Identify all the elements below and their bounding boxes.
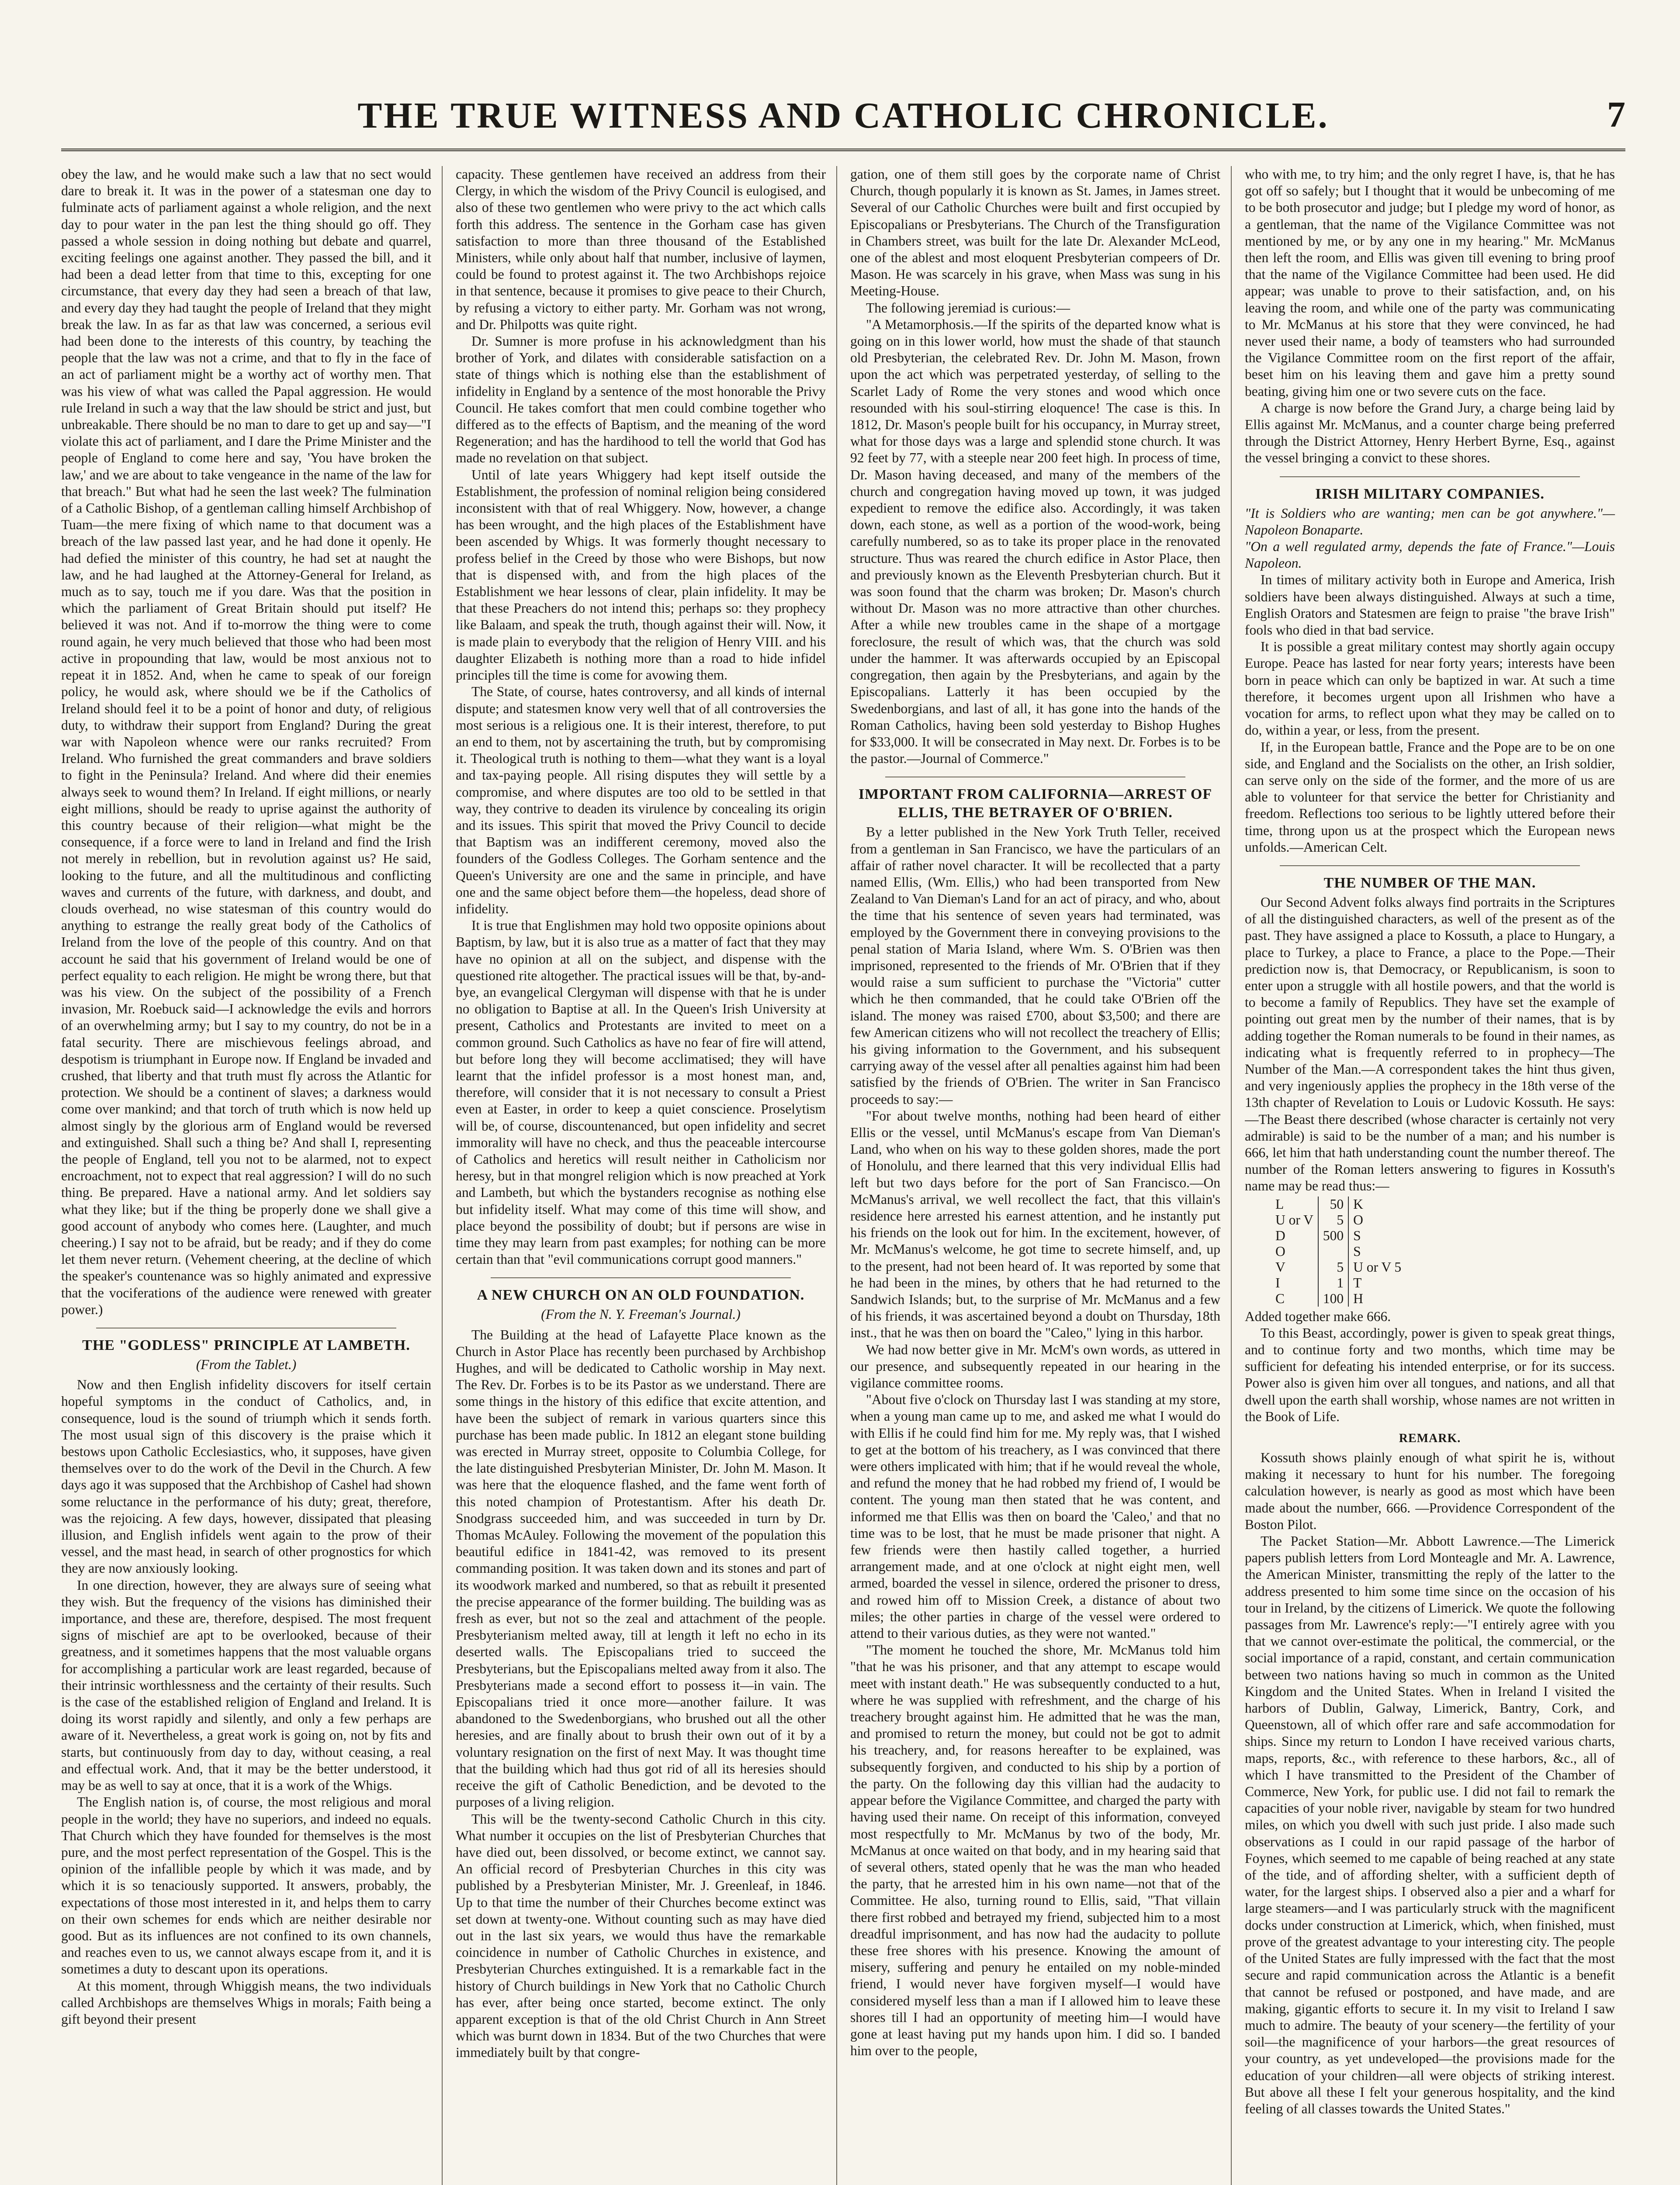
roman-row xyxy=(1271,1197,1406,1212)
column-4 xyxy=(1245,166,1625,2185)
roman-row xyxy=(1271,1228,1406,1244)
article-heading: IRISH MILITARY COMPANIES. xyxy=(1315,486,1545,502)
roman-cell xyxy=(1318,1244,1348,1259)
article-paragraph: "For about twelve months, nothing had been heard of either Ellis or the vessel, until McManus's escape from Van Dieman's Land, who when on his way to these golden shores, made the port of Honolulu, and there learned that this very individual Ellis had left but two days before for the port of San Francisco.—On McManus's arrival, we well recollect the fact, that this villain's residence here arrested his earnest attention, and he instantly put his friends on the look out for him. In the excitement, however, of Mr. McManus's welcome, he got time to secrete himself, and, up to the present, had not been heard of. It was reported by some that he had been in the mines, by others that he had returned to the Sandwich Islands; but, to the surprise of Mr. McManus and a few of his friends, it was ascertained beyond a doubt on Thursday, 18th inst., that he was then on board the "Caleo," lying in this harbor. xyxy=(850,1108,1220,1341)
article-paragraph: We had now better give in Mr. McM's own words, as uttered in our presence, and subsequently repeated in our hearing in the vigilance committee rooms. xyxy=(850,1342,1220,1391)
roman-cell: 5 xyxy=(1318,1212,1348,1228)
roman-cell: 5 xyxy=(1318,1259,1348,1275)
article-paragraph: "A Metamorphosis.—If the spirits of the departed know what is going on in this lower world, how must the shade of that staunch old Presbyterian, the celebrated Rev. Dr. John M. Mason, frown upon the act which was perpetrated yesterday, of selling to the Scarlet Lady of Rome the very stones and wood which once resounded with his soul-stirring eloquence! The case is this. In 1812, Dr. Mason's people built for his occupancy, in Murray street, what for those days was a large and splendid stone church. It was 92 feet by 77, with a steeple near 200 feet high. In process of time, Dr. Mason having deceased, and many of the members of the church and congregation having moved up town, it was judged expedient to remove the edifice also. Accordingly, it was taken down, each stone, as well as a portion of the wood-work, being carefully numbered, so as to take its proper place in the renovated structure. Thus was reared the church edifice in Astor Place, then and previously known as the Eleventh Presbyterian church. But it was soon found that the charm was broken; Dr. Mason's church without Dr. Mason was no more attractive than other churches. After a while new troubles came in the shape of a mortgage foreclosure, the result of which was, that the church was sold under the hammer. It was afterwards occupied by an Episcopal congregation, then again by the Presbyterians, and again by the Episcopalians. Latterly it has been occupied by the Swedenborgians, and last of all, it has gone into the hands of the Roman Catholics, having been sold yesterday to Bishop Hughes for $33,000. It will be consecrated in May next. Dr. Forbes is to be the pastor.—Journal of Commerce." xyxy=(850,316,1220,766)
roman-cell: S xyxy=(1353,1228,1361,1243)
article-paragraph: By a letter published in the New York Truth Teller, received from a gentleman in San Francisco, we have the particulars of an affair of rather novel character. It will be recollected that a party named Ellis, (Wm. Ellis,) who had been transported from New Zealand to Van Dieman's Land for an act of piracy, and who, about the time that his sentence of seven years had terminated, was employed by the Government there in conveying provisions to the penal station of Maria Island, where Wm. S. O'Brien was then imprisoned, represented to the friends of Mr. O'Brien that if they would raise a sum sufficient to purchase the "Victoria" cutter which he then commanded, that he could take O'Brien off the island. The money was raised £700, about $3,500; and there are few American citizens who will not recollect the treachery of Ellis; his giving information to the Government, and his subsequent carrying away of the vessel after all penalties against him had been satisfied by the friends of O'Brien. The writer in San Francisco proceeds to say:— xyxy=(850,824,1220,1107)
roman-row xyxy=(1271,1212,1406,1228)
remark-heading: REMARK. xyxy=(1399,1432,1461,1445)
column-2 xyxy=(456,166,837,2185)
divider xyxy=(1280,865,1580,866)
column-3 xyxy=(850,166,1232,2185)
article-paragraph: "About five o'clock on Thursday last I was standing at my store, when a young man came up to me, and asked me what I would do with Ellis if he could find him for me. My reply was, that I wished to get at the bottom of his treachery, as I was convinced that there were others implicated with him; that if he would reveal the whole, and refund the money that he had robbed my friend of, I would be content. The young man then stated that he was content, and informed me that Ellis was then on board the 'Caleo,' and that no time was to be lost, that he must be made prisoner that night. A few friends were then hastily called together, a hurried arrangement made, and at one o'clock at night eight men, well armed, boarded the vessel in silence, ordered the prisoner to dress, and rowed him off to Mission Creek, a distance of about two miles; the other parties in charge of the vessel were ordered to attend to their various duties, as they were not wanted." xyxy=(850,1392,1220,1641)
divider xyxy=(1280,476,1580,477)
article-heading: THE NUMBER OF THE MAN. xyxy=(1323,874,1536,891)
roman-cell: T xyxy=(1353,1275,1362,1290)
roman-cell: 500 xyxy=(1318,1228,1348,1244)
article-paragraph: who with me, to try him; and the only regret I have, is, that he has got off so safely; but I thought that it would be unbecoming of me to be both prosecutor and judge; but I pledge my word of honor, as a gentleman, that the name of the Vigilance Committee was not mentioned by me, or by any one in my hearing." Mr. McManus then left the room, and Ellis was given till evening to bring proof that the name of the Vigilance Committee had been used. He did appear; was unable to prove to their satisfaction, and, on his leaving the room, and while one of the party was communicating to Mr. McManus at his store that they were convinced, he had never used their name, a body of teamsters who had surrounded the Vigilance Committee room on the first report of the affair, beset him on his leaving them and gave him a pretty sound beating, giving him one or two severe cuts on the face. xyxy=(1245,166,1615,399)
article-paragraph: Until of late years Whiggery had kept itself outside the Establishment, the profession of nominal religion being considered inconsistent with that of real Whiggery. Now, however, a change has been wrought, and the high places of the Establishment have been ascended by Whigs. It was formerly thought necessary to profess belief in the Creed by those who were Bishops, but now that is dispensed with, and from the high places of the Establishment we hear lessons of clear, plain infidelity. It may be that these Preachers do not intend this; perhaps so: they prophecy like Balaam, and speak the truth, though against their will. Now, it is made plain to everybody that the religion of Henry VIII. and his daughter Elizabeth is nothing more than a road to hide infidel principles till the time is come for avowing them. xyxy=(456,467,826,683)
epigraph: "It is Soldiers who are wanting; men can be got anywhere."—Napoleon Bonaparte. xyxy=(1245,505,1615,538)
article-paragraph: The following jeremiad is curious:— xyxy=(866,300,1070,316)
article-paragraph: obey the law, and he would make such a law that no sect would dare to break it. It was in the power of a statesman one day to fulminate acts of parliament against a whole religion, and the next day to pour water in the pan lest the thing should go off. They passed a whole session in doing nothing but debate and quarrel, exciting feelings one against another. They passed the bill, and it had been a dead letter from that time to this, excepting for one circumstance, that every day they had seen a breach of that law, and every day they had taught the people of Ireland that they might break the law. In as far as that law was concerned, a serious evil had been done to the interests of this country, by teaching the people that the law was not a crime, and that to fly in the face of an act of parliament might be a worthy act of worthy men. That was his view of what was called the Papal aggression. He would rule Ireland in such a way that the law should be strict and just, but unbreakable. There should be no man to dare to get up and say—"I violate this act of parliament, and I dare the Prime Minister and the people of England to come here and say, 'You have broken the law,' and we are about to take vengeance in the name of the law for that breach." But what had he seen the last week? The fulmination of a Catholic Bishop, of a gentleman calling himself Archbishop of Tuam—the mere fixing of which name to that document was a breach of the law passed last year, and he had done it openly. He had defied the minister of this country, he had set at naught the law, and he had laughed at the Attorney-General for Ireland, as much as to say, touch me if you dare. Was that the position in which the parliament of Great Britain should put itself? He believed it was not. And if to-morrow the thing were to come round again, he very much believed that those who had been most active in propounding that law, would be most anxious not to repeat it in 1852. And, when he came to speak of our foreign policy, he would ask, where should we be if the Catholics of Ireland should feel it to be a point of honor and duty, of religious duty, to withdraw their support from England? During the great war with Napoleon whence were our ranks recruited? From Ireland. Who furnished the great commanders and brave soldiers to fight in the Peninsula? Ireland. And where did their enemies always seek to wound them? In Ireland. If eight millions, or nearly eight millions, should be ready to uprise against the authority of this country because of their religion—what might be the consequence, if a force were to land in Ireland and find the Irish not merely in rebellion, but in revolution against us? He said, looking to the future, and all the multitudinous and conflicting waves and currents of the future, with darkness, and doubt, and clouds overhead, no wise statesman of this country would do anything to estrange the really great body of the Catholics of Ireland from the love of the people of this country. And on that account he said that his government of Ireland would be one of perfect equality to each religion. He might be wrong there, but that was his view. On the subject of the possibility of a French invasion, Mr. Roebuck said—I acknowledge the evils and horrors of an overwhelming army; but I say to my country, do not be in a fatal security. There are mischievous feelings abroad, and despotism is triumphant in Europe now. If England be invaded and crushed, that liberty and that truth must fly across the Atlantic for protection. We should be a continent of slaves; a darkness would come over mankind; and that torch of truth which is now held up almost singly by the glorious arm of England would be reversed and extinguished. Shall such a thing be? And shall I, representing the people of England, tell you not to be alarmed, not to expect encroachment, not to expect that real aggression? I will do no such thing. Be prepared. Have a national army. And let soldiers say what they like; but if the thing be properly done we shall give a good account of anybody who comes here. (Laughter, and much cheering.) I say not to be afraid, but be ready; and if they do come let them never return. (Vehement cheering, at the decline of which the speaker's countenance was so highly animated and expressive that the vociferations of the audience were renewed with greater power.) xyxy=(61,166,431,1317)
roman-numeral-table xyxy=(1271,1197,1406,1307)
roman-cell: H xyxy=(1353,1290,1363,1306)
page-number: 7 xyxy=(1607,94,1625,135)
column-1 xyxy=(61,166,443,2185)
article-source: (From the N. Y. Freeman's Journal.) xyxy=(541,1307,741,1322)
roman-cell: I xyxy=(1275,1275,1280,1290)
roman-cell: U or V 5 xyxy=(1353,1259,1402,1275)
article-source: (From the Tablet.) xyxy=(196,1357,297,1373)
epigraph: "On a well regulated army, depends the fate of France."—Louis Napoleon. xyxy=(1245,539,1615,571)
article-paragraph: The Packet Station—Mr. Abbott Lawrence.—The Limerick papers publish letters from Lord Monteagle and Mr. A. Lawrence, the American Minister, transmitting the reply of the latter to the address presented to him some time since on the occasion of his tour in Ireland, by the citizens of Limerick. We quote the following passages from Mr. Lawrence's reply:—"I entirely agree with you that we cannot over-estimate the political, the commercial, or the social importance of a rapid, constant, and certain communication between two nations having so much in common as the United Kingdom and the United States. When in Ireland I visited the harbors of Dublin, Galway, Limerick, Bantry, Cork, and Queenstown, all of which offer rare and safe accommodation for ships. Since my return to London I have received various charts, maps, reports, &c., with reference to these harbors, &c., all of which I have transmitted to the President of the Chamber of Commerce, New York, for public use. I did not fail to remark the capacities of your noble river, navigable by steam for two hundred miles, on which you dwell with such just pride. I also made such observations as I could in our rapid passage of the harbor of Foynes, which seemed to me capable of being reached at any state of the tide, and of affording shelter, with a sufficient depth of water, for the largest ships. I observed also a pier and a wharf for large steamers—and I was particularly struck with the magnificent docks under construction at Limerick, which, when finished, must prove of the greatest advantage to your interesting city. The people of the United States are fully impressed with the fact that the most secure and rapid communication across the Atlantic is a benefit that cannot be refused or postponed, and have made, and are making, gigantic efforts to secure it. In my visit to Ireland I saw much to admire. The beauty of your scenery—the fertility of your soil—the magnificence of your harbors—the great resources of your country, as yet undeveloped—the provisions made for the education of your children—all were objects of striking interest. But above all these I felt your generous hospitality, and the kind feeling of all classes towards the United States." xyxy=(1245,1533,1615,2116)
roman-cell: D xyxy=(1275,1228,1285,1243)
page-title: THE TRUE WITNESS AND CATHOLIC CHRONICLE. xyxy=(357,95,1329,136)
article-paragraph: The State, of course, hates controversy, and all kinds of internal dispute; and statesmen know very well that of all controversies the most serious is a religious one. It is their interest, therefore, to put an end to them, not by ascertaining the truth, but by compromising it. Theological truth is nothing to them—what they want is a loyal and tax-paying people. All rising disputes they will settle by a compromise, and where disputes are too old to be settled in that way, they contrive to deaden its virulence by concealing its origin and its issues. This spirit that moved the Privy Council to decide that Baptism was an indifferent ceremony, moved also the founders of the Godless Colleges. The Gorham sentence and the Queen's University are one and the same in principle, and have one and the same object before them—the hopeless, dead shore of infidelity. xyxy=(456,684,826,916)
article-paragraph: gation, one of them still goes by the corporate name of Christ Church, though popularly it is known as St. James, in James street. Several of our Catholic Churches were built and first occupied by Episcopalians or Presbyterians. The Church of the Transfiguration in Chambers street, was built for the late Dr. Alexander McLeod, one of the ablest and most eloquent Presbyterian compeers of Dr. Mason. He was scarcely in his grave, when Mass was sung in his Meeting-House. xyxy=(850,166,1220,299)
article-paragraph: If, in the European battle, France and the Pope are to be on one side, and England and the Socialists on the other, an Irish soldier, can serve only on the side of the former, and the more of us are able to volunteer for that service the better for Christianity and freedom. Reflections too serious to be lightly uttered before their time, throng upon us at the prospect which the European news unfolds.—American Celt. xyxy=(1245,739,1615,855)
article-paragraph: Added together make 666. xyxy=(1245,1308,1391,1324)
masthead xyxy=(61,92,1625,151)
article-paragraph: Dr. Sumner is more profuse in his acknowledgment than his brother of York, and dilates with considerable satisfaction on a state of things which is nothing else than the establishment of infidelity in England by a sentence of the most honorable the Privy Council. He takes comfort that men could combine together who differed as to the effects of Baptism, and the meaning of the word Regeneration; and has the hardihood to tell the world that God has made no revelation on that subject. xyxy=(456,333,826,466)
article-heading: A NEW CHURCH ON AN OLD FOUNDATION. xyxy=(477,1287,805,1304)
article-heading: IMPORTANT FROM CALIFORNIA—ARREST OF ELLIS, THE BETRAYER OF O'BRIEN. xyxy=(858,786,1212,821)
article-paragraph: Our Second Advent folks always find portraits in the Scriptures of all the distinguished characters, as well of the present as of the past. They have assigned a place to Kossuth, a place to Hungary, a place to Turkey, a place to France, a place to the Pope.—Their prediction now is, that Democracy, or Republicanism, is soon to enter upon a struggle with all hostile powers, and that the world is to become a family of Republics. They have set the example of pointing out great men by the number of their names, that is by adding together the Roman numerals to be found in their names, as indicating what is frequently referred to in prophecy—The Number of the Man.—A correspondent takes the hint thus given, and very ingeniously applies the prophecy in the 18th verse of the 13th chapter of Revelation to Louis or Ludovic Kossuth. He says:—The Beast there described (whose character is certainly not very admirable) is said to be the number of a man; and his number is 666, let him that hath understanding count the number thereof. The number of the Roman letters answering to figures in Kossuth's name may be read thus:— xyxy=(1245,894,1615,1194)
article-paragraph: capacity. These gentlemen have received an address from their Clergy, in which the wisdom of the Privy Council is eulogised, and also of these two gentlemen who were privy to the act which calls forth this address. The sentence in the Gorham case has given satisfaction to more than three thousand of the Established Ministers, while only about half that number, inclusive of laymen, could be found to protest against it. The two Archbishops rejoice in that sentence, because it promises to give peace to their Church, by refusing a victory to either party. Mr. Gorham was not wrong, and Dr. Philpotts was quite right. xyxy=(456,166,826,332)
article-paragraph: In one direction, however, they are always sure of seeing what they wish. But the frequency of the visions has diminished their importance, and these are, therefore, despised. The most frequent signs of mischief are apt to be overlooked, because of their greatness, and it sometimes happens that the most valuable organs for accomplishing a particular work are least regarded, because of their intrinsic worthlessness and the certainty of their results. Such is the case of the established religion of England and Ireland. It is doing its worst rapidly and silently, and only a few perhaps are aware of it. Nevertheless, a great work is going on, not by fits and starts, but continuously from day to day, without ceasing, a real and effectual work. And, that it may be the better understood, it may be as well to say at once, that it is a work of the Whigs. xyxy=(61,1577,431,1793)
roman-cell: O xyxy=(1353,1212,1363,1228)
article-paragraph: To this Beast, accordingly, power is given to speak great things, and to continue forty and two months, which time may be sufficient for defeating his intended enterprise, or for its success. Power also is given him over all tongues, and nations, and all that dwell upon the earth shall worship, whose names are not written in the Book of Life. xyxy=(1245,1325,1615,1424)
roman-cell: L xyxy=(1275,1196,1284,1212)
article-paragraph: A charge is now before the Grand Jury, a charge being laid by Ellis against Mr. McManus, and a counter charge being preferred through the District Attorney, Henry Herbert Byrne, Esq., against the vessel bringing a convict to these shores. xyxy=(1245,400,1615,466)
article-paragraph: "The moment he touched the shore, Mr. McManus told him "that he was his prisoner, and that any attempt to escape would meet with instant death." He was subsequently conducted to a hut, where he was supplied with refreshment, and the charge of his treachery brought against him. He admitted that he was the man, and promised to return the money, but could not be got to admit his treachery, and, for reasons hereafter to be explained, was subsequently forgiven, and conducted to his ship by a portion of the party. On the following day this villian had the audacity to appear before the Vigilance Committee, and charged the party with having used their name. On receipt of this information, conveyed most respectfully to Mr. McManus by two of the body, Mr. McManus at once waited on that body, and in my hearing said that of several others, stated openly that he was the man who headed the party, that he arrested him in his own name—not that of the Committee. He also, turning round to Ellis, said, "That villain there first robbed and betrayed my friend, subjected him to a most dreadful imprisonment, and has now had the audacity to pollute these free shores with his presence. Knowing the amount of misery, suffering and penury he entailed on my noble-minded friend, I would never have forgiven myself—I would have considered myself less than a man if I allowed him to leave these shores till I had an opportunity of meeting him—I would have gone at least having put my hands upon him. I did so. I banded him over to the people, xyxy=(850,1642,1220,2059)
roman-cell: K xyxy=(1353,1196,1363,1212)
roman-cell: S xyxy=(1353,1243,1361,1259)
article-paragraph: In times of military activity both in Europe and America, Irish soldiers have been always distinguished. Always at such a time, English Orators and Statesmen are feign to praise "the brave Irish" fools who died in that bad service. xyxy=(1245,572,1615,638)
article-paragraph: It is true that Englishmen may hold two opposite opinions about Baptism, by law, but it is also true as a matter of fact that they may have no opinion at all on the subject, and dispense with the questioned rite altogether. The practical issues will be that, by-and-bye, an evangelical Clergyman will dispense with that he is under no obligation to Baptise at all. In the Queen's Irish University at present, Catholics and Protestants are invited to meet on a common ground. Such Catholics as have no fear of fire will attend, but before long they will become acclimatised; they will have learnt that the infidel professor is a most honest man, and, therefore, will consider that it is not necessary to consult a Priest even at Easter, in order to keep a quiet conscience. Proselytism will be, of course, discountenanced, but open infidelity and secret immorality will have no check, and thus the peaceable intercourse of Catholics and heretics will result neither in Catholicism nor heresy, but in that mongrel religion which is now preached at York and Lambeth, but which the bystanders recognise as nothing else but infidelity itself. What may come of this time will show, and place beyond the possibility of doubt; but if persons are wise in time they may learn from past examples; for nothing can be more certain than that "evil communications corrupt good manners." xyxy=(456,918,826,1267)
article-paragraph: It is possible a great military contest may shortly again occupy Europe. Peace has lasted for near forty years; interests have been born in peace which can only be baptized in war. At such a time therefore, it becomes urgent upon all Irishmen who have a vocation for arms, to reflect upon what they may be called on to do, within a year, or less, from the present. xyxy=(1245,639,1615,738)
roman-row xyxy=(1271,1259,1406,1275)
article-paragraph: Now and then English infidelity discovers for itself certain hopeful symptoms in the conduct of Catholics, and, in consequence, loud is the sound of triumph which it sends forth. The most usual sign of this discovery is the praise which it bestows upon Catholic Ecclesiastics, who, it supposes, have given themselves over to do the work of the Devil in the Church. A few days ago it was supposed that the Archbishop of Cashel had shown some reluctance in the performance of his duty; great, therefore, was the rejoicing. A few days, however, dissipated that pleasing illusion, and English infidels went again to the prow of their vessel, and the mast head, in search of other prognostics for which they are now anxiously looking. xyxy=(61,1377,431,1576)
article-heading: THE "GODLESS" PRINCIPLE AT LAMBETH. xyxy=(82,1337,410,1354)
roman-cell: 50 xyxy=(1318,1197,1348,1212)
roman-cell: U or V xyxy=(1275,1212,1313,1228)
article-paragraph: This will be the twenty-second Catholic Church in this city. What number it occupies on the list of Presbyterian Churches that have died out, been dissolved, or become extinct, we cannot say. An official record of Presbyterian Churches in this city was published by a Presbyterian Minister, Mr. J. Greenleaf, in 1846. Up to that time the number of their Churches become extinct was set down at twenty-one. Without counting such as may have died out in the last six years, we would thus have the remarkable coincidence in number of Catholic Churches in existence, and Presbyterian Churches extinguished. It is a remarkable fact in the history of Church buildings in New York that no Catholic Church has ever, after being once started, become extinct. The only apparent exception is that of the old Christ Church in Ann Street which was burnt down in 1834. But of the two Churches that were immediately built by that congre- xyxy=(456,1811,826,2060)
roman-row xyxy=(1271,1275,1406,1291)
roman-cell: C xyxy=(1275,1290,1285,1306)
article-paragraph: The English nation is, of course, the most religious and moral people in the world; they have no superiors, and indeed no equals. That Church which they have founded for themselves is the most pure, and the most perfect representation of the Gospel. This is the opinion of the infallible people by which it was made, and by which it is so tenaciously supported. It answers, probably, the expectations of those most interested in it, and helps them to carry on their own schemes for ends which are neither desirable nor good. But as its influences are not confined to its own channels, and reaches even to us, we cannot always escape from it, and it is sometimes a duty to descant upon its operations. xyxy=(61,1794,431,1977)
article-paragraph: Kossuth shows plainly enough of what spirit he is, without making it necessary to hunt for his number. The foregoing calculation however, is nearly as good as most which have been made about the number, 666. —Providence Correspondent of the Boston Pilot. xyxy=(1245,1450,1615,1532)
roman-cell: 100 xyxy=(1318,1291,1348,1307)
roman-cell: V xyxy=(1275,1259,1285,1275)
article-columns xyxy=(61,166,1625,2185)
article-paragraph: The Building at the head of Lafayette Place known as the Church in Astor Place has recently been purchased by Archbishop Hughes, and will be dedicated to Catholic worship in May next. The Rev. Dr. Forbes is to be its Pastor as we understand. There are some things in the history of this edifice that excite attention, and have been the subject of remark in various quarters since this purchase has been made public. In 1812 an elegant stone building was erected in Murray street, opposite to Columbia College, for the late distinguished Presbyterian Minister, Dr. John M. Mason. It was here that the eloquence flashed, and the fame went forth of this noted champion of Protestantism. After his death Dr. Snodgrass succeeded him, and was succeeded in turn by Dr. Thomas McAuley. Following the movement of the population this beautiful edifice in 1841-42, was removed to its present commanding position. It was taken down and its stones and part of its woodwork marked and numbered, so that as rebuilt it presented the precise appearance of the former building. The building was as fresh as ever, but not so the zeal and attachment of the people. Presbyterianism melted away, till at length it left no echo in its deserted walls. The Episcopalians tried to succeed the Presbyterians, but the Episcopalians melted away from it also. The Presbyterians made a second effort to possess it—in vain. The Episcopalians tried it once more—another failure. It was abandoned to the Swedenborgians, who brushed out all the other heresies, and are finally about to brush their own out of it by a voluntary resignation on the first of next May. It was thought time that the building which had thus got rid of all its heresies should receive the gift of Catholic Benediction, and be devoted to the purposes of a living religion. xyxy=(456,1327,826,1810)
roman-row xyxy=(1271,1291,1406,1307)
roman-cell: O xyxy=(1275,1243,1285,1259)
roman-row xyxy=(1271,1244,1406,1259)
roman-cell: 1 xyxy=(1318,1275,1348,1291)
article-paragraph: At this moment, through Whiggish means, the two individuals called Archbishops are themselves Whigs in morals; Faith being a gift beyond their present xyxy=(61,1978,431,2027)
divider xyxy=(491,1277,791,1278)
